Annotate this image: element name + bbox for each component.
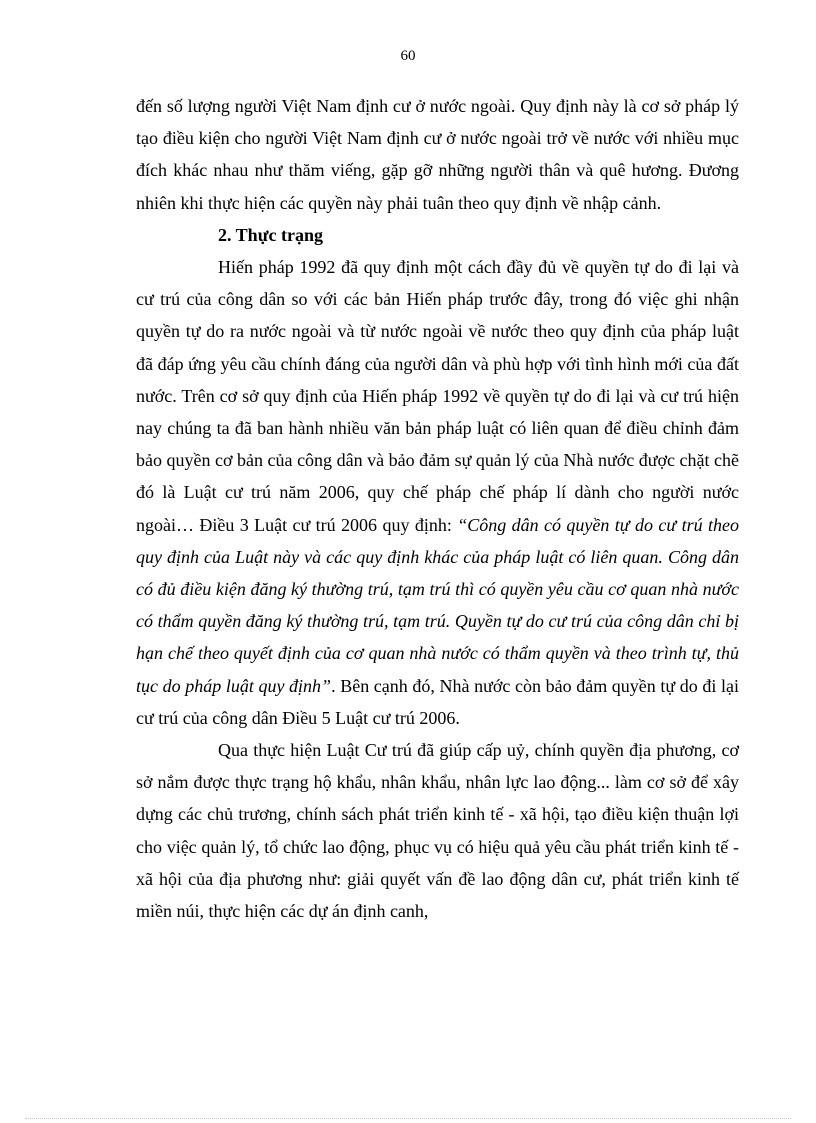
- page-number: 60: [400, 48, 416, 64]
- document-body: [136, 90, 739, 927]
- paragraph-2-text-end: . Bên cạnh đó, Nhà nước còn bảo đảm quyền tự do đi lại cư trú của công dân Điều 5 Luật cư trú 2006.: [136, 675, 740, 728]
- paragraph-2: [136, 251, 739, 734]
- paragraph-3: Qua thực hiện Luật Cư trú đã giúp cấp uỷ, chính quyền địa phương, cơ sở nắm được thực trạng hộ khẩu, nhân khẩu, nhân lực lao động... làm cơ sở để xây dựng các chủ trương, chính sách phát triển kinh tế - xã hội, tạo điều kiện thuận lợi cho việc quản lý, tổ chức lao động, phục vụ có hiệu quả yêu cầu phát triển kinh tế - xã hội của địa phương như: giải quyết vấn đề lao động dân cư, phát triển kinh tế miền núi, thực hiện các dự án định canh,: [136, 740, 739, 922]
- paragraph-1: đến số lượng người Việt Nam định cư ở nước ngoài. Quy định này là cơ sở pháp lý tạo điều kiện cho người Việt Nam định cư ở nước ngoài trở về nước với nhiều mục đích khác nhau như thăm viếng, gặp gỡ những người thân và quê hương. Đương nhiên khi thực hiện các quyền này phải tuân theo quy định về nhập cảnh.: [136, 96, 739, 213]
- paragraph-2-text: Hiến pháp 1992 đã quy định một cách đầy đủ về quyền tự do đi lại và cư trú của công dân so với các bản Hiến pháp trước đây, trong đó việc ghi nhận quyền tự do ra nước ngoài và từ nước ngoài về nước theo quy định của pháp luật đã đáp ứng yêu cầu chính đáng của người dân và phù hợp với tình hình mới của đất nước. Trên cơ sở quy định của Hiến pháp 1992 về quyền tự do đi lại và cư trú hiện nay chúng ta đã ban hành nhiều văn bản pháp luật có liên quan để điều chỉnh đảm bảo quyền cơ bản của công dân và bảo đảm sự quản lý của Nhà nước được chặt chẽ đó là Luật cư trú năm 2006, quy chế pháp chế pháp lí dành cho người nước ngoài… Điều 3 Luật cư trú 2006 quy định:: [136, 257, 739, 535]
- section-heading: 2. Thực trạng: [218, 224, 323, 245]
- article-3-quote: “Công dân có quyền tự do cư trú theo quy định của Luật này và các quy định khác của pháp luật có liên quan. Công dân có đủ điều kiện đăng ký thường trú, tạm trú thì có quyền yêu cầu cơ quan nhà nước có thẩm quyền đăng ký thường trú, tạm trú. Quyền tự do cư trú của công dân chỉ bị hạn chế theo quyết định của cơ quan nhà nước có thẩm quyền và theo trình tự, thủ tục do pháp luật quy định”: [136, 514, 739, 696]
- page-bottom-border: [25, 1118, 791, 1119]
